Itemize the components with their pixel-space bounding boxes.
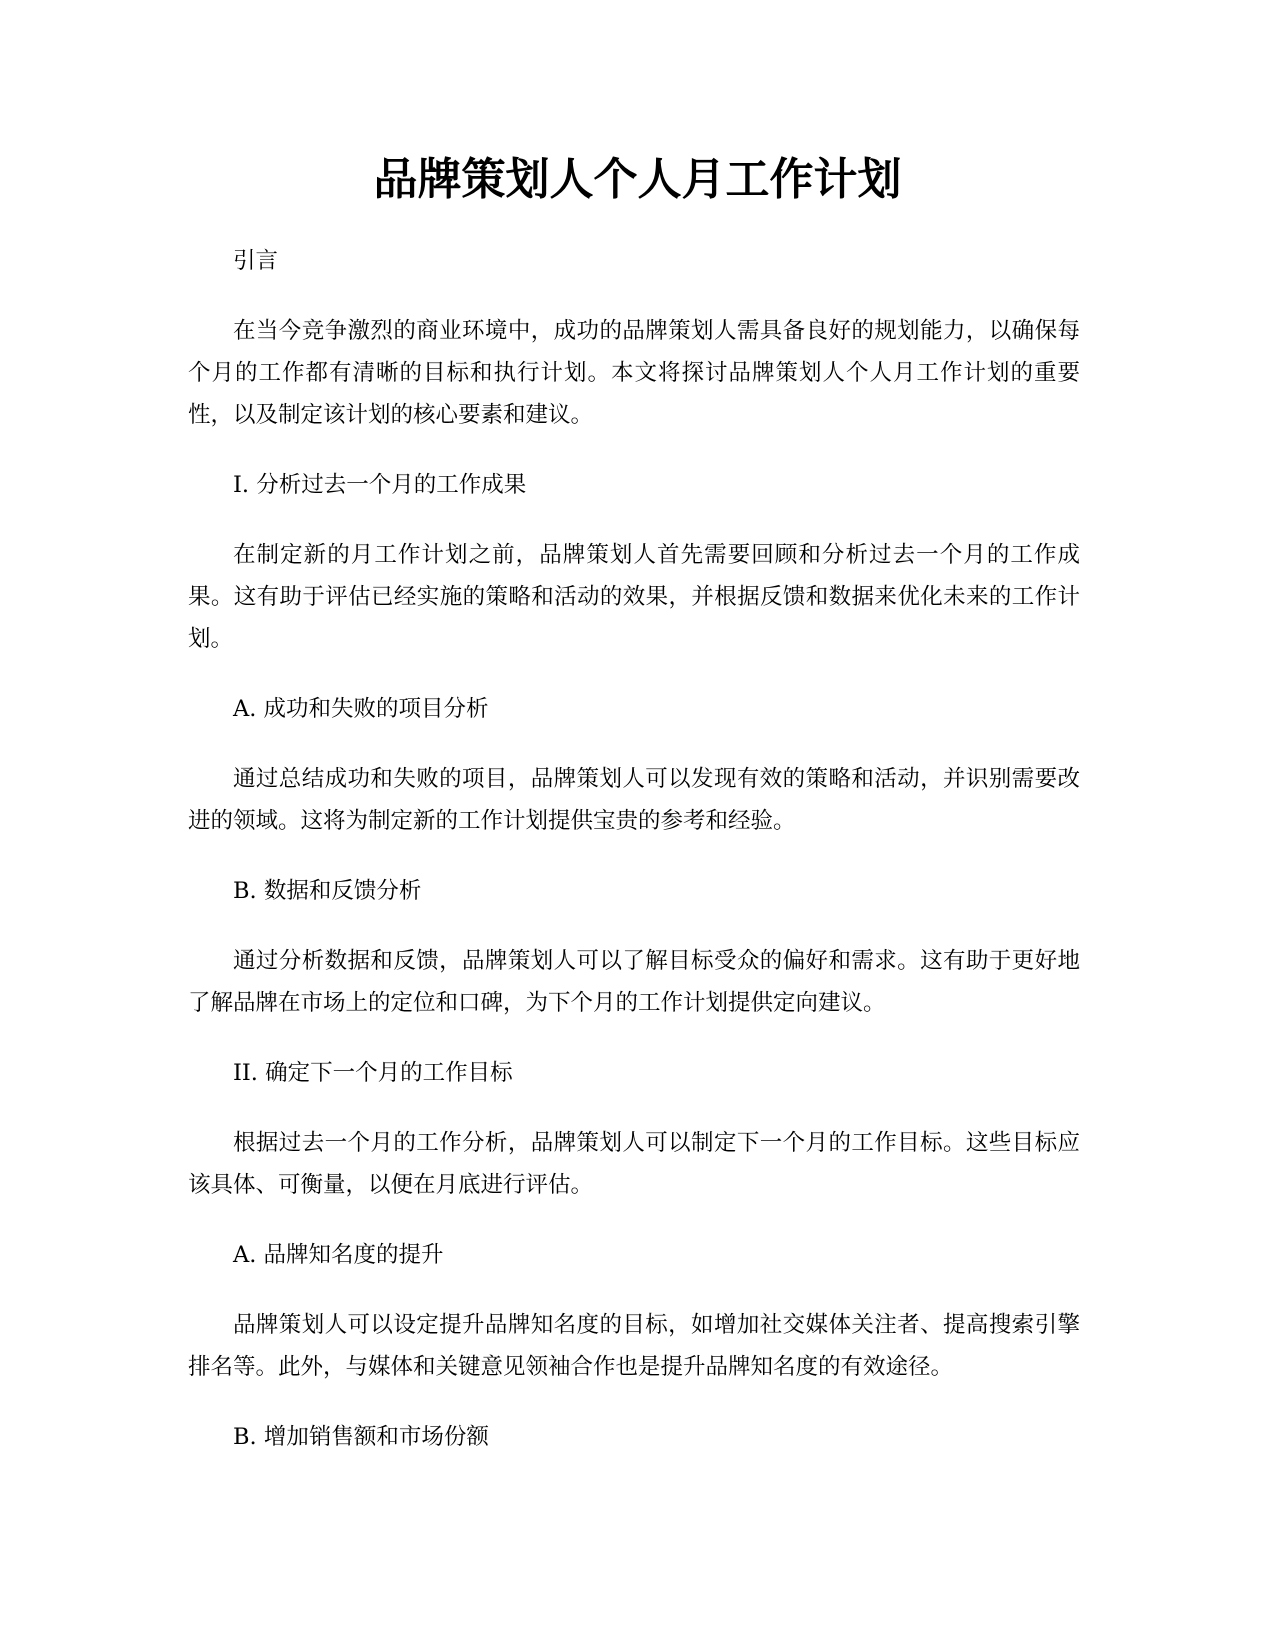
paragraph-awareness: 品牌策划人可以设定提升品牌知名度的目标，如增加社交媒体关注者、提高搜索引擎排名等。此外，与媒体和关键意见领袖合作也是提升品牌知名度的有效途径。 (188, 1312, 1080, 1380)
paragraph-data: 通过分析数据和反馈，品牌策划人可以了解目标受众的偏好和需求。这有助于更好地了解品牌在市场上的定位和口碑，为下个月的工作计划提供定向建议。 (188, 948, 1080, 1016)
subsection-heading-projects: A. 成功和失败的项目分析 (233, 696, 489, 722)
paragraph-goals: 根据过去一个月的工作分析，品牌策划人可以制定下一个月的工作目标。这些目标应该具体、可衡量，以便在月底进行评估。 (188, 1130, 1080, 1198)
section-heading-analysis: I. 分析过去一个月的工作成果 (233, 472, 527, 498)
paragraph-projects: 通过总结成功和失败的项目，品牌策划人可以发现有效的策略和活动，并识别需要改进的领域。这将为制定新的工作计划提供宝贵的参考和经验。 (188, 766, 1080, 834)
subsection-heading-awareness: A. 品牌知名度的提升 (233, 1242, 444, 1268)
document-title: 品牌策划人个人月工作计划 (373, 154, 902, 205)
paragraph-analysis: 在制定新的月工作计划之前，品牌策划人首先需要回顾和分析过去一个月的工作成果。这有助于评估已经实施的策略和活动的效果，并根据反馈和数据来优化未来的工作计划。 (188, 542, 1080, 652)
section-heading-goals: II. 确定下一个月的工作目标 (233, 1060, 513, 1086)
document-body (188, 240, 1080, 1486)
section-heading-intro: 引言 (233, 248, 279, 274)
paragraph-intro: 在当今竞争激烈的商业环境中，成功的品牌策划人需具备良好的规划能力，以确保每个月的工作都有清晰的目标和执行计划。本文将探讨品牌策划人个人月工作计划的重要性，以及制定该计划的核心要素和建议。 (188, 318, 1080, 428)
subsection-heading-sales: B. 增加销售额和市场份额 (233, 1424, 489, 1450)
subsection-heading-data: B. 数据和反馈分析 (233, 878, 422, 904)
